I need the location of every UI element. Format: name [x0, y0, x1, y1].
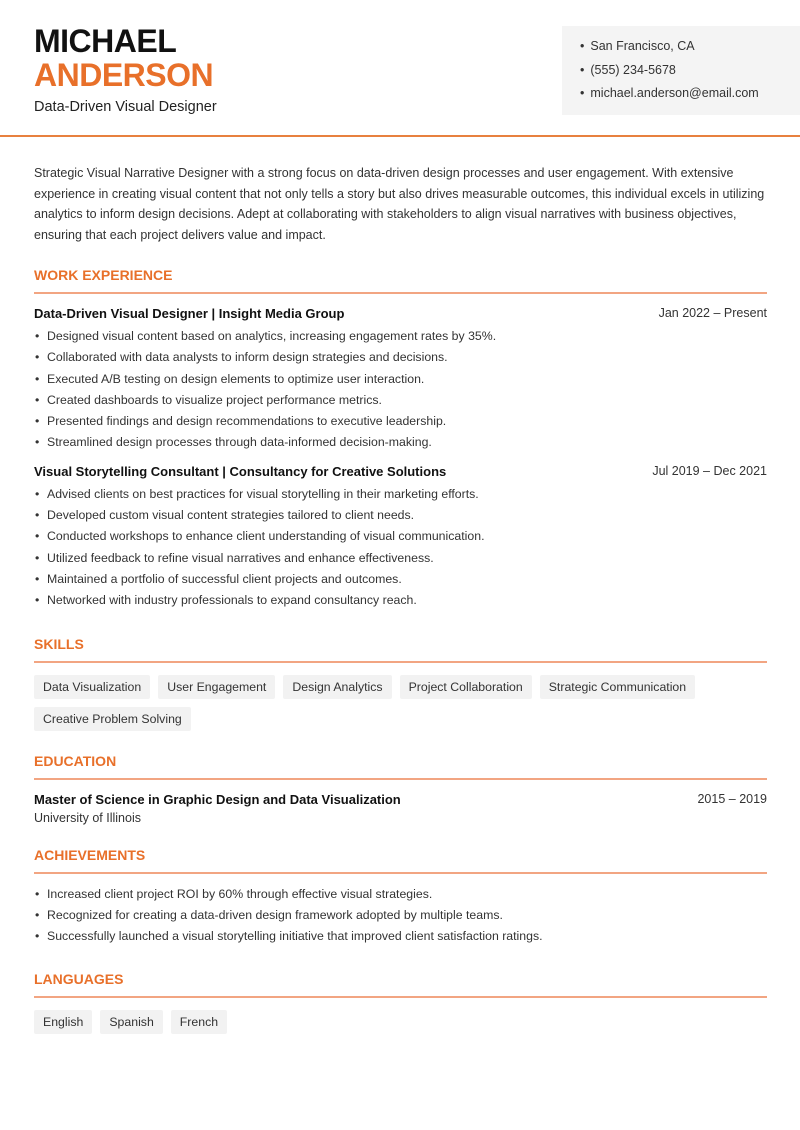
resume-body	[34, 163, 767, 1034]
summary: Strategic Visual Narrative Designer with a strong focus on data-driven design processes and user engagement. With extensive experience in creating visual content that not only tells a story but also drives measurable outcomes, this individual excels in utilizing analytics to inform design decisions. Adept at collaborating with stakeholders to align visual narratives with business objectives, ensuring that each project delivers value and impact.	[34, 166, 765, 242]
achievement-item: • Successfully launched a visual storytelling initiative that improved client satisfaction ratings.	[34, 928, 767, 949]
languages-section	[34, 971, 767, 1034]
job-bullet: • Conducted workshops to enhance client understanding of visual communication.	[34, 528, 767, 549]
job-bullet: • Created dashboards to visualize project performance metrics.	[34, 392, 767, 413]
section-heading: LANGUAGES	[34, 971, 767, 998]
language-tag: Spanish	[100, 1010, 162, 1034]
section-heading: SKILLS	[34, 636, 767, 663]
job-bullet: • Collaborated with data analysts to inform design strategies and decisions.	[34, 349, 767, 370]
skill-tag: Creative Problem Solving	[34, 707, 191, 731]
skill-tag: Data Visualization	[34, 675, 150, 699]
resume-header	[0, 0, 800, 137]
education-dates: 2015 – 2019	[697, 791, 767, 806]
job-bullet: • Presented findings and design recommendations to executive leadership.	[34, 413, 767, 434]
achievement-item: • Recognized for creating a data-driven design framework adopted by multiple teams.	[34, 907, 767, 928]
school: University of Illinois	[34, 810, 141, 825]
job-entry	[34, 306, 767, 456]
degree: Master of Science in Graphic Design and Data Visualization	[34, 791, 401, 807]
skills-section	[34, 636, 767, 731]
job-title: Visual Storytelling Consultant | Consultancy for Creative Solutions	[34, 463, 447, 479]
job-entry	[34, 464, 767, 614]
achievement-item: • Increased client project ROI by 60% through effective visual strategies.	[34, 886, 767, 907]
skill-tag: Strategic Communication	[540, 675, 695, 699]
job-bullet: • Networked with industry professionals to expand consultancy reach.	[34, 592, 767, 613]
job-dates: Jul 2019 – Dec 2021	[652, 463, 767, 478]
job-dates: Jan 2022 – Present	[658, 306, 767, 320]
job-bullet: • Utilized feedback to refine visual narratives and enhance effectiveness.	[34, 550, 767, 571]
achievements-section	[34, 847, 767, 950]
first-name: MICHAEL	[34, 23, 177, 59]
section-heading: WORK EXPERIENCE	[34, 267, 767, 294]
contact-email[interactable]: • michael.anderson@email.com	[580, 85, 800, 109]
job-title: Data-Driven Visual Designer | Insight Media Group	[34, 306, 345, 321]
job-bullet: • Developed custom visual content strategies tailored to client needs.	[34, 507, 767, 528]
section-heading: EDUCATION	[34, 753, 767, 780]
job-bullet: • Maintained a portfolio of successful client projects and outcomes.	[34, 571, 767, 592]
contact-phone: • (555) 234-5678	[580, 62, 800, 86]
contact-location: • San Francisco, CA	[580, 38, 800, 62]
last-name: ANDERSON	[34, 57, 214, 93]
language-tag: French	[171, 1010, 227, 1034]
language-tag: English	[34, 1010, 92, 1034]
candidate-name	[34, 24, 213, 92]
job-bullet: • Advised clients on best practices for visual storytelling in their marketing efforts.	[34, 486, 767, 507]
work-experience-section	[34, 267, 767, 614]
job-bullet: • Streamlined design processes through data-informed decision-making.	[34, 434, 767, 455]
skill-tag: Design Analytics	[283, 675, 391, 699]
contact-box	[562, 26, 800, 115]
skill-tag: Project Collaboration	[400, 675, 532, 699]
job-title: Data-Driven Visual Designer	[34, 99, 217, 115]
section-heading: ACHIEVEMENTS	[34, 847, 767, 874]
job-bullet: • Designed visual content based on analytics, increasing engagement rates by 35%.	[34, 328, 767, 349]
education-section	[34, 753, 767, 825]
skill-tag: User Engagement	[158, 675, 275, 699]
job-bullet: • Executed A/B testing on design elements to optimize user interaction.	[34, 371, 767, 392]
